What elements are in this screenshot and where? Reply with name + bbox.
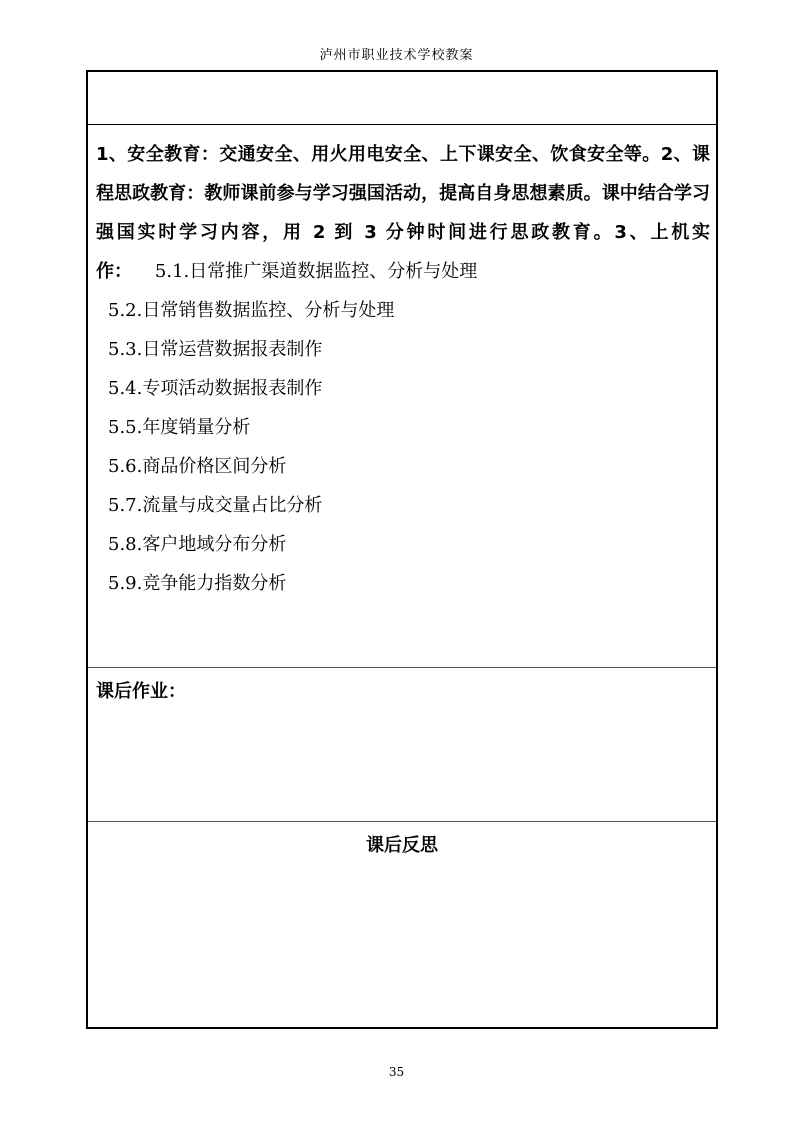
table-row-divider	[88, 667, 716, 668]
list-item: 5.5.年度销量分析	[108, 417, 251, 438]
task-list	[96, 291, 710, 603]
reflection-title: 课后反思	[366, 835, 438, 856]
homework-label: 课后作业：	[96, 681, 186, 702]
list-item: 5.6.商品价格区间分析	[108, 456, 287, 477]
teaching-content-cell	[96, 135, 710, 603]
table-row-divider	[88, 124, 716, 125]
page-header: 泸州市职业技术学校教案	[319, 48, 474, 63]
list-item: 5.4.专项活动数据报表制作	[108, 378, 323, 399]
list-item: 5.3.日常运营数据报表制作	[108, 339, 323, 360]
list-item: 5.7.流量与成交量占比分析	[108, 495, 323, 516]
list-item: 5.9.竞争能力指数分析	[108, 573, 287, 594]
table-row-divider	[88, 821, 716, 822]
list-item: 5.2.日常销售数据监控、分析与处理	[108, 300, 395, 321]
lesson-plan-table	[86, 70, 718, 1029]
intro-bold-text: 1、安全教育：交通安全、用火用电安全、上下课安全、饮食安全等。2、课程思政教育：教师课前参与学习强国活动，提高自身思想素质。课中结合学习强国实时学习内容，用 2 到 3 分钟时间进行思政教育。3、上机实作：	[96, 144, 710, 282]
page-number: 35	[388, 1065, 405, 1079]
intro-paragraph	[96, 135, 710, 291]
list-item: 5.8.客户地域分布分析	[108, 534, 287, 555]
intro-plain-text: 5.1.日常推广渠道数据监控、分析与处理	[154, 261, 478, 282]
